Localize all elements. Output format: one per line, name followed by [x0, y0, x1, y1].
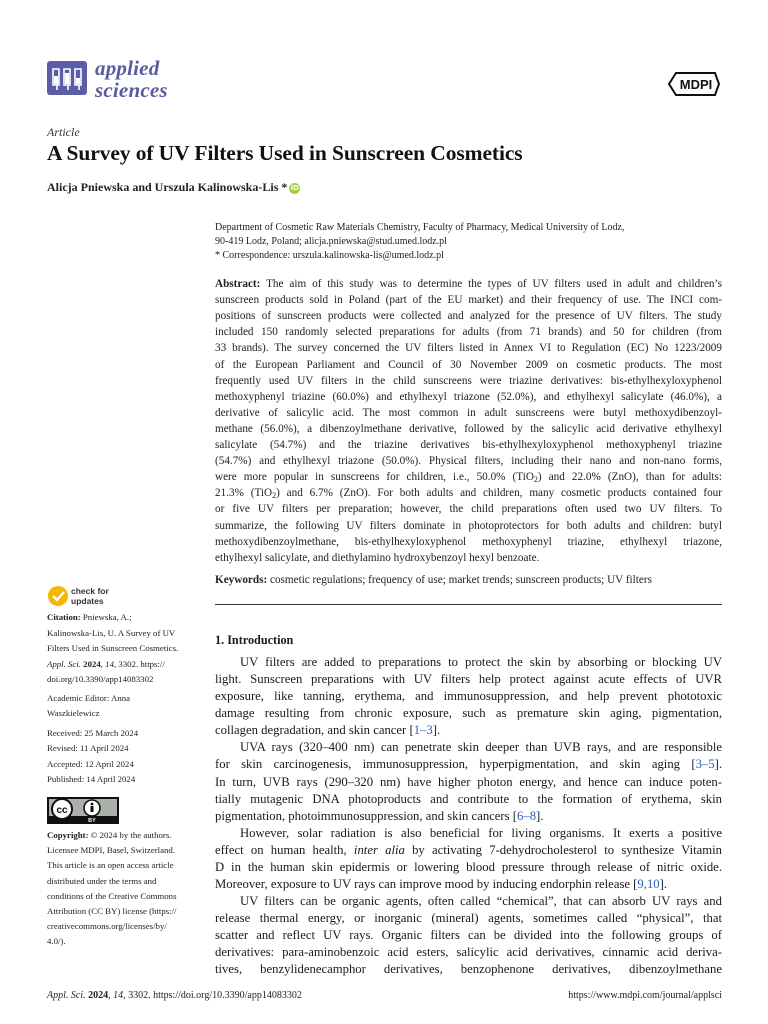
copyright-text: distributed under the terms and — [47, 875, 157, 886]
check-updates-line1: check for — [71, 586, 109, 596]
abstract-text: 33 brands). The survey concerned the UV filters listed in Annex VI to Regulation (EC) No 1223/2009 — [215, 342, 722, 355]
body-line — [215, 927, 722, 944]
copyright-line — [47, 828, 171, 844]
body-text: pigmentation, photoimmunosuppression, and skin cancers [ — [215, 808, 517, 823]
abstract-line — [215, 551, 539, 567]
section-heading-introduction: 1. Introduction — [215, 633, 294, 647]
abstract-text: positions of sunscreen products were collected and analyzed for the presence of UV filters. The study — [215, 310, 722, 323]
abstract-line — [215, 341, 722, 357]
footer-journal: Appl. Sci. — [47, 990, 86, 1001]
cc-by-license-icon[interactable] — [47, 797, 119, 824]
abstract-text: summarize, the following UV filters dominate in photoprotectors for both adults and children: butyl — [215, 519, 722, 532]
citation-year: 2024 — [83, 659, 101, 669]
abstract-text: methane (56.0%), a dibenzoylmethane derivative, followed by the salicylic acid derivative ethylhexyl — [215, 422, 722, 435]
body-text: ]. — [432, 723, 441, 738]
svg-text:cc: cc — [56, 805, 68, 816]
body-text: by activating 7-dehydrocholesterol to synthesize Vitamin — [404, 842, 723, 857]
abstract-text: salicylate (54.7%) and the triazine derivatives bis-ethylhexyloxyphenol methoxyphenyl triazine — [215, 439, 722, 451]
body-line — [215, 774, 722, 791]
body-text: UVA rays (320–400 nm) can penetrate skin deeper than UVB rays, and are responsible — [240, 740, 722, 755]
abstract-text: methoxyphenyl triazine (60.0%) and ethylhexyl triazone (52.0%), and ethylhexyl salicylate (46.0%), a — [215, 390, 722, 403]
abstract-line — [215, 502, 722, 518]
body-line — [215, 808, 543, 825]
body-text: However, solar radiation is also beneficial for living organisms. It exerts a positive — [240, 825, 722, 840]
body-text: UV filters can be organic agents, often called “chemical”, that can absorb UV rays and — [240, 894, 722, 909]
body-text: ]. — [659, 877, 668, 892]
mdpi-logo-text: MDPI — [679, 77, 713, 92]
copyright-line — [47, 919, 167, 935]
body-line — [215, 842, 722, 859]
body-text: ]. — [536, 808, 544, 823]
abstract-line — [215, 325, 722, 341]
journal-logo-icon — [47, 61, 87, 95]
body-text: exposure, like tanning, erythema, and immunosuppression, and help prevent phototoxic — [215, 689, 722, 704]
footer-journal-url[interactable]: https://www.mdpi.com/journal/applsci — [568, 990, 722, 1001]
copyright-text: © 2024 by the authors. — [88, 830, 172, 840]
body-line — [215, 739, 722, 756]
citation-label: Citation: — [47, 612, 81, 622]
keywords-label: Keywords: — [215, 574, 268, 586]
body-line — [215, 791, 722, 808]
abstract-text: sunscreen products sold in Poland (part of the EU market) and their frequency of use. The INCI com- — [215, 294, 722, 307]
abstract-text: frequently used UV filters in the child sunscreens were triazine derivatives: bis-ethylhexyloxyphenol — [215, 374, 722, 387]
journal-name — [95, 57, 168, 101]
citation-text: Pniewska, A.; — [80, 612, 132, 622]
abstract-line — [215, 293, 722, 309]
body-text: derivatives: para-aminobenzoic acid esters, salicylic acid derivatives, cinnamic acid deriva- — [215, 945, 722, 960]
abstract-text: ethylhexyl salicylate, and diethylamino hydroxybenzoyl hexyl benzoate. — [215, 551, 540, 564]
abstract-text: 21.3% (TiO — [215, 487, 273, 500]
correspondence: * Correspondence: urszula.kalinowska-lis@umed.lodz.pl — [215, 250, 444, 261]
abstract-line — [215, 277, 722, 293]
copyright-text: Licensee MDPI, Basel, Switzerland. — [47, 845, 176, 856]
affiliation-line-1: Department of Cosmetic Raw Materials Chemistry, Faculty of Pharmacy, Medical University of Lodz, — [215, 222, 625, 233]
citation-pages: , 3302. https:// — [113, 659, 165, 669]
body-text: tives, benzylidenecamphor derivatives, benzophenone derivatives, dibenzoylmethane — [215, 962, 722, 977]
mdpi-logo — [665, 70, 721, 98]
body-italic: inter alia — [353, 842, 405, 857]
body-line — [215, 893, 722, 910]
citation-link[interactable]: 1–3 — [413, 723, 433, 738]
section-divider — [215, 604, 722, 605]
body-text: tially mutagenic DNA photoproducts and contribute to the formation of erythema, skin — [215, 791, 722, 806]
body-line — [215, 654, 722, 671]
abstract-text: methoxydibenzoylmethane, bis-ethylhexyloxyphenol methoxyphenyl triazine, ethylhexyl triazone, — [215, 535, 722, 548]
citation-line-3: Filters Used in Sunscreen Cosmetics. — [47, 643, 179, 653]
copyright-label: Copyright: — [47, 830, 89, 840]
body-line — [215, 876, 667, 893]
body-text: Moreover, exposure to UV rays can improve mood by inducing endorphin release [ — [215, 877, 638, 892]
tio2-subscript: 2 — [272, 491, 277, 501]
copyright-text: 4.0/). — [47, 936, 66, 947]
keywords-text: cosmetic regulations; frequency of use; market trends; sunscreen products; UV filters — [267, 574, 652, 586]
body-text: light. Sunscreen preparations with UV filters help protect against acute effects of UVR — [215, 672, 722, 687]
revised-date: Revised: 11 April 2024 — [47, 743, 129, 753]
author-names: Alicja Pniewska and Urszula Kalinowska-Lis * — [47, 180, 288, 194]
orcid-icon[interactable]: iD — [290, 184, 299, 192]
citation-link[interactable]: 9,10 — [637, 877, 660, 892]
abstract-text: or five UV filters per preparation; however, the child preparations often used two UV filters. To — [215, 503, 722, 516]
abstract-text: ) and 22.0% (ZnO), than for adults: — [537, 471, 722, 484]
footer-year: 2024 — [88, 990, 109, 1001]
body-line — [215, 722, 440, 739]
body-line — [215, 705, 722, 722]
journal-name-line2: sciences — [95, 78, 168, 102]
abstract-text: derivative of salicylic acid. The most common in adult sunscreens were butyl methoxydibenzoyl- — [215, 406, 722, 419]
citation-doi[interactable]: doi.org/10.3390/app14083302 — [47, 674, 154, 684]
published-date: Published: 14 April 2024 — [47, 774, 136, 784]
tio2-subscript: 2 — [533, 475, 538, 485]
citation-link[interactable]: 3–5 — [695, 757, 715, 772]
citation-link[interactable]: 6–8 — [517, 808, 537, 823]
copyright-line — [47, 904, 177, 920]
abstract-text: were more popular in sunscreens for children, i.e., 50.0% (TiO — [215, 471, 534, 484]
body-text: In turn, UVB rays (290–320 nm) have higher photon energy, and hence can induce poten- — [215, 774, 722, 789]
abstract-label: Abstract: — [215, 278, 261, 290]
body-line — [215, 859, 722, 876]
body-text: scatter and reflect UV rays. Organic filters can be divided into the following groups of — [215, 928, 722, 943]
keywords — [215, 573, 652, 589]
copyright-text: Attribution (CC BY) license (https:// — [47, 906, 177, 916]
affiliation-line-2: 90-419 Lodz, Poland; alicja.pniewska@stud.umed.lodz.pl — [215, 236, 447, 247]
check-updates-line2: updates — [71, 596, 104, 606]
body-text: collagen degradation, and skin cancer [ — [215, 723, 414, 738]
article-title: A Survey of UV Filters Used in Sunscreen Cosmetics — [47, 141, 523, 165]
citation-line-4: Appl. Sci. 2024, 14, 3302. https:// — [47, 659, 165, 669]
body-text: damage resulting from chronic exposure, such as premature skin aging, pigmentation, — [215, 706, 722, 721]
footer-doi[interactable]: , 3302. https://doi.org/10.3390/app14083302 — [123, 990, 302, 1001]
abstract-line — [215, 406, 722, 422]
body-line — [215, 671, 722, 688]
abstract-text: (54.7%) and ethylhexyl triazone (50.0%). Physical filters, including their nano and non-nano forms, — [215, 455, 722, 468]
body-line — [215, 688, 722, 705]
body-line — [215, 910, 722, 927]
body-text: effect on human health, — [215, 842, 354, 857]
abstract-line — [215, 535, 722, 551]
copyright-text: creativecommons.org/licenses/by/ — [47, 921, 167, 932]
body-line — [215, 961, 722, 978]
abstract-line — [215, 519, 722, 535]
abstract-line — [215, 374, 722, 390]
check-for-updates-badge[interactable] — [47, 584, 119, 608]
body-text: D in the human skin epidermis or lowering blood pressure through release of nitric oxide. — [215, 859, 722, 874]
body-text: ]. — [714, 757, 722, 772]
footer-volume: 14 — [113, 990, 124, 1001]
received-date: Received: 25 March 2024 — [47, 728, 139, 738]
copyright-line — [47, 843, 175, 859]
academic-editor-line1: Academic Editor: Anna — [47, 693, 131, 703]
abstract-line — [215, 358, 722, 374]
abstract-text: included 150 randomly selected preparations for adults (from 71 brands) and 50 for children (from — [215, 326, 722, 339]
svg-text:BY: BY — [88, 818, 96, 824]
abstract-line — [215, 390, 722, 406]
footer-citation: Appl. Sci. 2024, 14, 3302. https://doi.org/10.3390/app14083302 — [47, 990, 302, 1001]
citation-journal: Appl. Sci. — [47, 659, 81, 669]
copyright-line — [47, 858, 174, 874]
copyright-line — [47, 934, 66, 950]
article-type: Article — [47, 125, 80, 139]
journal-name-line1: applied — [95, 56, 160, 80]
citation-line-2: Kalinowska-Lis, U. A Survey of UV — [47, 628, 176, 638]
copyright-line — [47, 889, 177, 905]
copyright-line — [47, 874, 156, 890]
authors — [47, 180, 300, 195]
abstract-text: ) and 6.7% (ZnO). For both adults and children, many cosmetic products contained four — [276, 487, 722, 500]
abstract-line — [215, 422, 722, 438]
body-line — [215, 825, 722, 842]
citation-volume: 14 — [105, 659, 114, 669]
abstract-line — [215, 454, 722, 470]
body-text: UV filters are added to preparations to protect the skin by absorbing or blocking UV — [240, 655, 722, 669]
copyright-text: This article is an open access article — [47, 860, 174, 871]
abstract-text: The aim of this study was to determine the types of UV filters used in adult and children’s — [260, 278, 722, 290]
copyright-text: conditions of the Creative Commons — [47, 890, 177, 901]
academic-editor-line2: Waszkielewicz — [47, 708, 100, 718]
citation-line-1 — [47, 610, 132, 626]
body-line — [215, 756, 722, 773]
body-text: release thermal energy, or inorganic (mineral) agents, sometimes called “physical”, that — [215, 911, 722, 926]
accepted-date: Accepted: 12 April 2024 — [47, 759, 134, 769]
abstract-line — [215, 438, 722, 454]
abstract-line — [215, 309, 722, 325]
abstract-text: of the European Parliament and Council of 30 November 2009 on cosmetic products. The most — [215, 358, 722, 371]
body-line — [215, 944, 722, 961]
body-text: for skin carcinogenesis, immunosuppression, hyperpigmentation, and skin aging [ — [215, 757, 696, 772]
